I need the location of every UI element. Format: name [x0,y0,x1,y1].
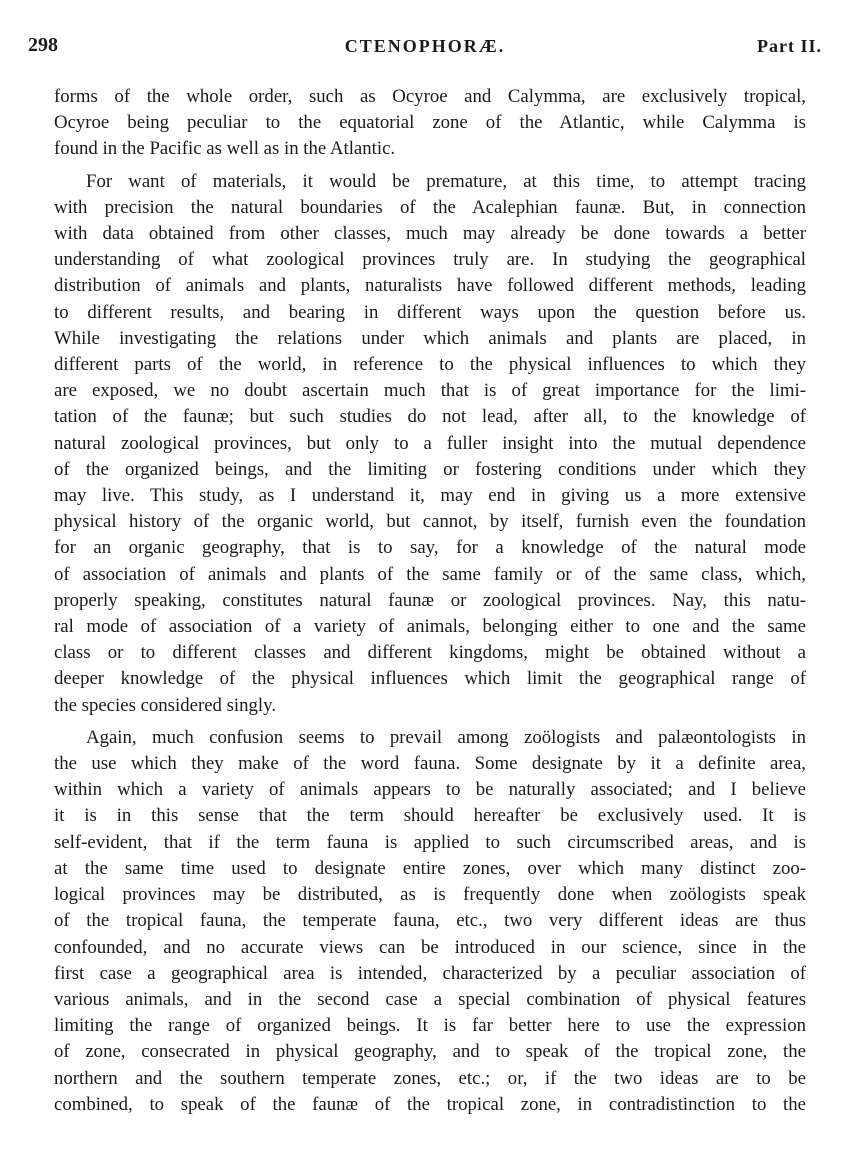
text-line: of the tropical fauna, the temperate fauna, etc., two very different ideas are thus [54,910,806,932]
text-line: to different results, and bearing in different ways upon the question before us. [54,301,806,323]
text-line: forms of the whole order, such as Ocyroe and Calymma, are exclusively tropical, [54,86,806,107]
text-line: various animals, and in the second case a special combination of physical features [54,988,806,1010]
text-line: within which a variety of animals appears to be naturally associated; and I believe [54,779,806,801]
text-line: northern and the southern temperate zones, etc.; or, if the two ideas are to be [54,1067,806,1089]
paragraph [54,169,806,719]
text-line: physical history of the organic world, but cannot, by itself, furnish even the foundation [54,511,806,533]
text-line: While investigating the relations under which animals and plants are placed, in [54,327,806,349]
text-line: class or to different classes and different kingdoms, might be obtained without a [54,642,806,664]
text-line: ral mode of association of a variety of animals, belonging either to one and the same [54,616,806,638]
text-line: distribution of animals and plants, naturalists have followed different methods, leading [54,275,806,297]
text-line: of association of animals and plants of the same family or of the same class, which, [54,563,806,585]
text-line: with precision the natural boundaries of the Acalephian faunæ. But, in connection [54,196,806,218]
text-line: self-evident, that if the term fauna is applied to such circumscribed areas, and is [54,831,806,853]
running-header [28,34,822,62]
text-line: are exposed, we no doubt ascertain much that is of great importance for the limi- [54,380,806,402]
text-line: tation of the faunæ; but such studies do not lead, after all, to the knowledge of [54,406,806,428]
running-title: CTENOPHORÆ. [344,36,506,56]
paragraph [54,725,806,1118]
text-line: of the organized beings, and the limiting or fostering conditions under which they [54,458,806,480]
text-line: For want of materials, it would be premature, at this time, to attempt tracing [86,170,806,192]
text-line: the species considered singly. [54,694,277,716]
text-line: combined, to speak of the faunæ of the tropical zone, in contradistinction to the [54,1093,806,1115]
text-line: properly speaking, constitutes natural faunæ or zoological provinces. Nay, this natu- [54,589,806,611]
text-line: understanding of what zoological provinces truly are. In studying the geographical [54,249,806,271]
text-line: deeper knowledge of the physical influences which limit the geographical range of [54,668,806,690]
text-line: first case a geographical area is intended, characterized by a peculiar association of [54,962,806,984]
text-line: may live. This study, as I understand it, may end in giving us a more extensive [54,485,806,507]
text-line: for an organic geography, that is to say, for a knowledge of the natural mode [54,537,806,559]
text-line: logical provinces may be distributed, as is frequently done when zoölogists speak [54,884,806,906]
text-line: at the same time used to designate entire zones, over which many distinct zoo- [54,857,806,879]
body-text [54,84,806,1118]
text-line: of zone, consecrated in physical geography, and to speak of the tropical zone, the [54,1041,806,1063]
paragraph [54,84,806,163]
text-line: natural zoological provinces, but only to a fuller insight into the mutual dependence [54,432,806,454]
text-line: Again, much confusion seems to prevail among zoölogists and palæontologists in [86,726,806,748]
text-line: different parts of the world, in reference to the physical influences to which they [54,354,806,376]
text-line: the use which they make of the word fauna. Some designate by it a definite area, [54,753,806,775]
text-line: limiting the range of organized beings. It is far better here to use the expression [54,1015,806,1037]
text-line: confounded, and no accurate views can be introduced in our science, since in the [54,936,806,958]
part-label: Part II. [757,36,822,56]
text-line: found in the Pacific as well as in the Atlantic. [54,138,396,160]
text-line: with data obtained from other classes, much may already be done towards a better [54,223,806,245]
text-line: Ocyroe being peculiar to the equatorial zone of the Atlantic, while Calymma is [54,112,806,134]
page-number: 298 [28,34,58,56]
text-line: it is in this sense that the term should hereafter be exclusively used. It is [54,805,806,827]
